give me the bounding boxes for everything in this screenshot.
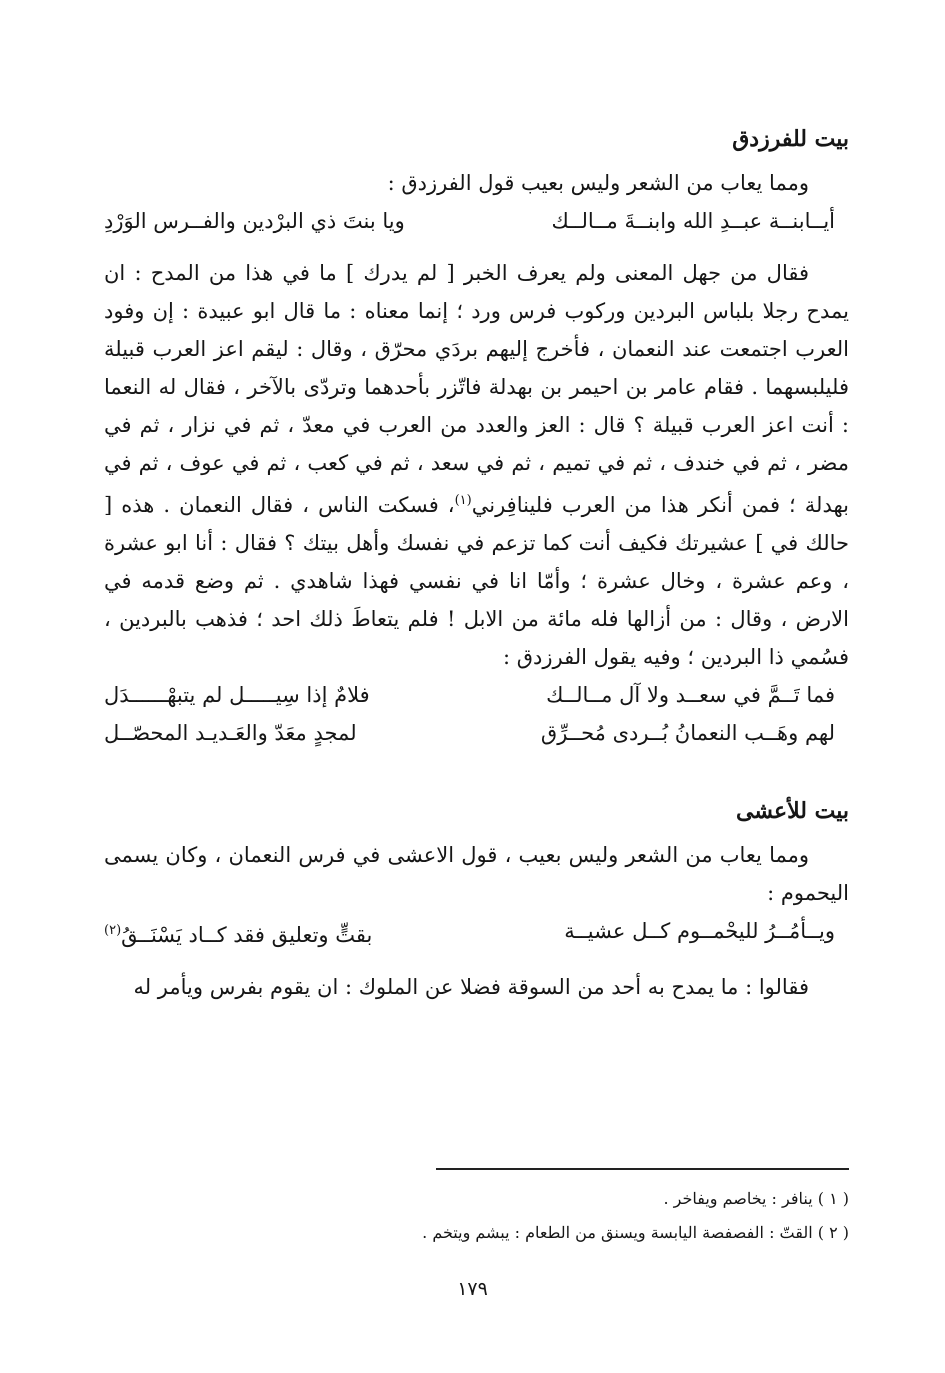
verse-line [104,676,849,714]
page-body [104,120,849,1006]
footnote-separator [436,1168,849,1170]
footnote: ( ٢ ) القتّ : الفصفصة اليابسة ويسنق من الطعام : يبشم ويتخم . [422,1223,849,1242]
intro-paragraph-asha: ومما يعاب من الشعر وليس بعيب ، قول الاعشى في فرس النعمان ، وكان يسمى اليحموم : [104,843,849,905]
section-heading-farazdaq: بيت للفرزدق [732,126,849,152]
section-heading-asha: بيت للأعشى [736,798,849,824]
verse-line [104,714,849,752]
verse-text: بقتٍّ وتعليق فقد كــاد يَسْنَــقُ [121,923,373,947]
main-paragraph-farazdaq [104,254,849,676]
verse-hemistich-left: ويا بنتَ ذي البرْدين والفــرس الوَرْدِ [104,209,405,233]
verse-hemistich-left: فلامٌ إذا سِيـــــل لم يتبهْــــــدَل [104,683,370,707]
verse-line [104,912,849,954]
verse-hemistich-right: لهم وهَــب النعمانُ بُــردى مُحــرِّق [540,721,835,745]
verse-hemistich-left [104,912,372,954]
footnotes [104,1182,849,1250]
verse-hemistich-right: أيــابنــة عبــدِ الله وابنــةَ مــالــك [551,209,835,233]
footnote-marker: (٢) [104,923,122,938]
footnote-marker: (١) [454,493,472,508]
main-paragraph-asha: فقالوا : ما يمدح به أحد من السوقة فضلا عن الملوك : ان يقوم بفرس ويأمر له [133,975,809,999]
paragraph-text-continued: ، فسكت الناس ، فقال النعمان . هذه [ حالك في ] عشيرتك فكيف أنت كما تزعم في نفسك وأهل بيتك ؟ فقال : أنا ابو عشرة ، وعم عشرة ، وخال عشرة ؛ وأمّا انا في نفسي فهذا شاهدي . ثم وضع قدمه في الارض ، وقال : من أزالها فله مائة من الابل ! فلم يتعاطَ ذلك احد ؛ فذهب بالبردين ، فسُمي ذا البردين ؛ وفيه يقول الفرزدق : [104,493,849,669]
paragraph-text: فقال من جهل المعنى ولم يعرف الخبر [ لم يدرك ] ما في هذا من المدح : ان يمدح رجلا بلباس البردين وركوب فرس ورد ؛ إنما معناه : ما قال ابو عبيدة : إن وفود العرب اجتمعت عند النعمان ، فأخرج إليهم بردَي محرّق ، وقال : ليقم اعز العرب قبيلة فليلبسهما . فقام عامر بن احيمر بن بهدلة فاتّزر بأحدهما وتردّى بالآخر ، فقال له النعما : أنت اعز العرب قبيلة ؟ قال : العز والعدد من العرب في معدّ ، ثم في نزار ، ثم في مضر ، ثم في خندف ، ثم في تميم ، ثم في سعد ، ثم في كعب ، ثم في عوف ، ثم في بهدلة ؛ فمن أنكر هذا من العرب فلينافِرني [104,261,849,517]
verse-hemistich-left: لمجدٍ معَدّ والعَـديـد المحصّــل [104,721,357,745]
intro-paragraph-farazdaq: ومما يعاب من الشعر وليس بعيب قول الفرزدق : [387,171,809,195]
footnote: ( ١ ) ينافر : يخاصم ويفاخر . [663,1189,849,1208]
verse-line [104,202,849,240]
page-number: ١٧٩ [457,1278,488,1300]
verse-hemistich-right: فما تَــمَّ في سعــد ولا آل مــالــك [546,683,835,707]
verse-hemistich-right: ويــأمُــرُ لليحْمــوم كــل عشيــة [564,919,835,943]
